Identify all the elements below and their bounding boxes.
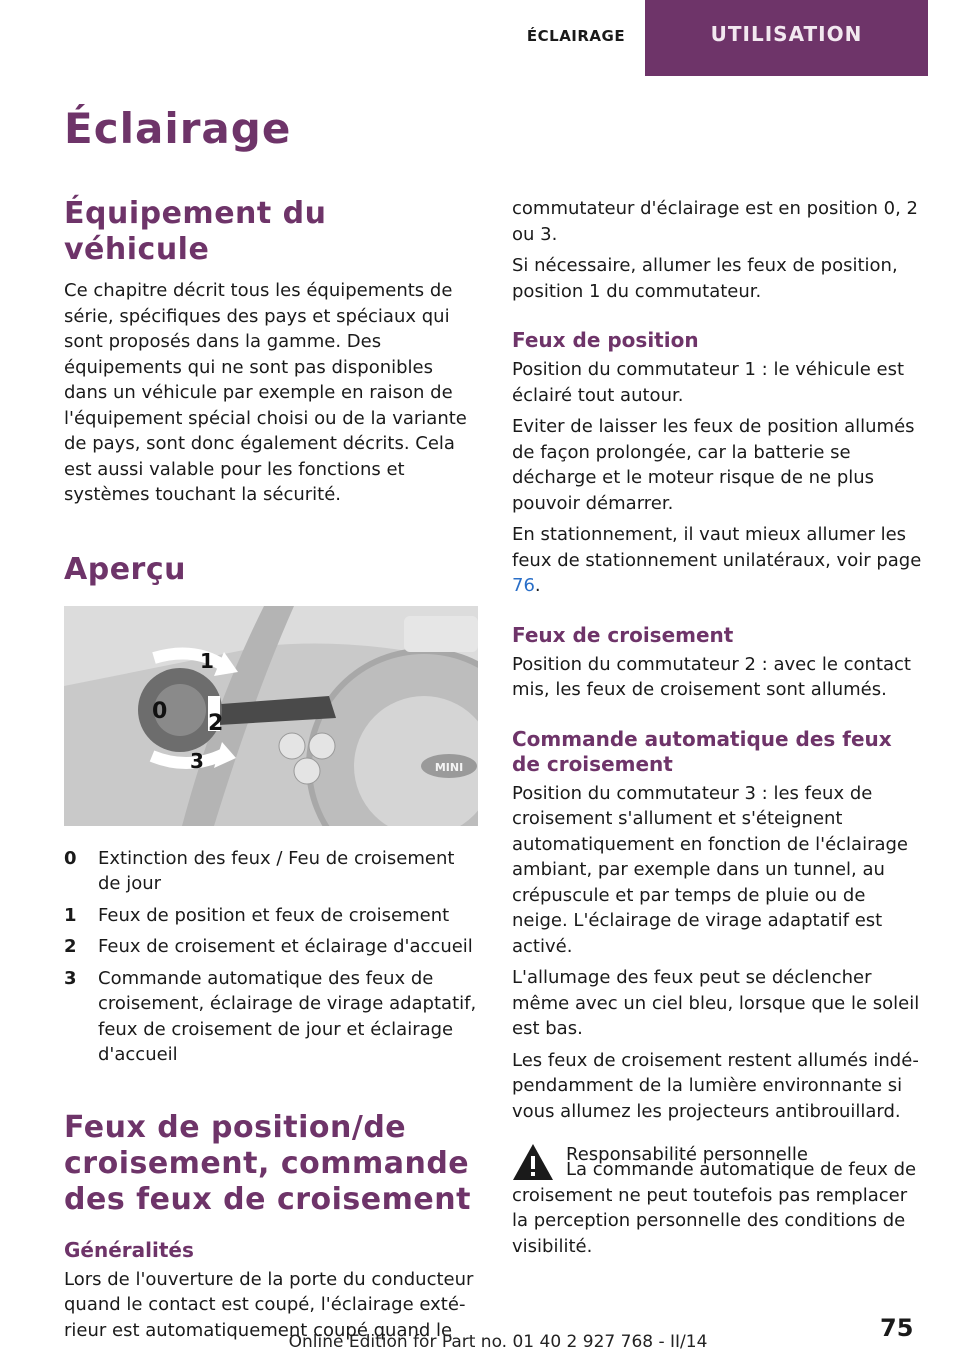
figure-legend (64, 846, 478, 1068)
page-title: Éclairage (64, 104, 292, 153)
left-column (64, 196, 478, 1343)
page-number: 75 (880, 1314, 914, 1342)
instrument-display (404, 616, 478, 652)
legend-item (64, 966, 478, 1068)
control-button-3 (294, 758, 320, 784)
legend-text: Extinction des feux / Feu de croisement de jour (98, 847, 455, 894)
legend-text: Feux de croisement et éclairage d'accueil (98, 936, 473, 957)
warning-title: Responsabilité personnelle (566, 1144, 808, 1165)
position-text-1: Position du commutateur 1 : le véhicule est éclairé tout autour. (512, 359, 905, 406)
generalites-text: Lors de l'ouverture de la porte du conducteur quand le contact est coupé, l'éclairage extérieur est automatiquement coupé quand le (64, 1268, 474, 1341)
header-section-label: ÉCLAIRAGE (526, 27, 626, 45)
legend-number: 0 (64, 847, 77, 869)
legend-number: 2 (64, 936, 77, 957)
heading-equipement: Équipement du véhicule (64, 196, 327, 267)
heading-apercu: Aperçu (64, 551, 186, 587)
position-text-2: Eviter de laisser les feux de position allumés de façon prolongée, car la batterie se décharge et le moteur risque de ne plus pouvoir démarrer. (512, 416, 915, 514)
legend-number: 3 (64, 967, 77, 989)
position-hint-text: Si nécessaire, allumer les feux de position, position 1 du commutateur. (512, 255, 898, 302)
footer-edition: Online Edition for Part no. 01 40 2 927 768 - II/14 (288, 1332, 708, 1352)
auto-text-1: Position du commutateur 3 : les feux de croisement s'allument et s'éteignent automatiquement en fonction de l'éclairage ambiant, par exemple dans un tunnel, au crépuscule et par temps de pluie ou de neige. L'éclairage de virage adaptatif est activé. (512, 782, 908, 957)
warning-triangle-icon (512, 1142, 554, 1182)
right-column (512, 196, 926, 1259)
equipement-text: Ce chapitre décrit tous les équipements de série, spécifiques des pays et spéciaux qui sont proposés dans la gamme. Des équipements qui ne sont pas disponibles dans un véhicule par exemple en raison de l'équipement spécial choisi ou de la variante de pays, sont donc également décrits. Cela est aussi valable pour les fonctions et systèmes touchant la sécurité. (64, 280, 467, 505)
auto-text-3: Les feux de croisement restent allumés indépendamment de la lumière environnante si vous allumez les projecteurs antibrouillard. (512, 1049, 919, 1122)
brand-badge-text: MINI (434, 760, 464, 774)
heading-generalites: Généralités (64, 1237, 194, 1262)
warning-block (512, 1140, 926, 1259)
legend-text: Feux de position et feux de croisement (98, 904, 450, 926)
continued-text: commutateur d'éclairage est en position 0, 2 ou 3. (512, 198, 918, 245)
label-2: 2 (208, 710, 224, 736)
label-1: 1 (200, 648, 214, 673)
warning-text: La commande automatique de feux de croisement ne peut toutefois pas remplacer la perception personnelle des conditions de visibilité. (512, 1159, 917, 1257)
legend-item (64, 846, 478, 897)
heading-feux-de-position: Feux de position (512, 328, 699, 352)
position-text-3 (512, 522, 926, 599)
legend-item (64, 934, 478, 960)
label-3: 3 (190, 748, 204, 773)
position-text-3-post: . (534, 575, 541, 596)
control-button-2 (309, 733, 335, 759)
auto-text-2: L'allumage des feux peut se déclencher même avec un ciel bleu, lorsque que le soleil est bas. (512, 967, 920, 1039)
light-switch-illustration (64, 606, 478, 826)
header-tab-utilisation[interactable]: UTILISATION (645, 0, 928, 76)
legend-number: 1 (64, 904, 77, 926)
heading-feux-de-croisement: Feux de croisement (512, 622, 734, 647)
heading-feux-position-croisement: Feux de position/de croisement, commande des feux de croisement (64, 1109, 471, 1217)
legend-text: Commande automatique des feux de croisement, éclairage de virage adaptatif, feux de croisement de jour et éclairage d'accueil (98, 967, 477, 1065)
position-text-3-pre: En stationnement, il vaut mieux allumer les feux de stationnement unilatéraux, voir page (512, 524, 922, 571)
croisement-text: Position du commutateur 2 : avec le contact mis, les feux de croisement sont allumés. (512, 653, 911, 700)
legend-item (64, 903, 478, 929)
light-switch-figure (64, 606, 478, 826)
control-button-1 (279, 733, 305, 759)
heading-commande-automatique: Commande automatique des feux de croisement (512, 726, 892, 776)
page-link-76[interactable]: 76 (512, 575, 535, 596)
label-0: 0 (152, 698, 168, 724)
